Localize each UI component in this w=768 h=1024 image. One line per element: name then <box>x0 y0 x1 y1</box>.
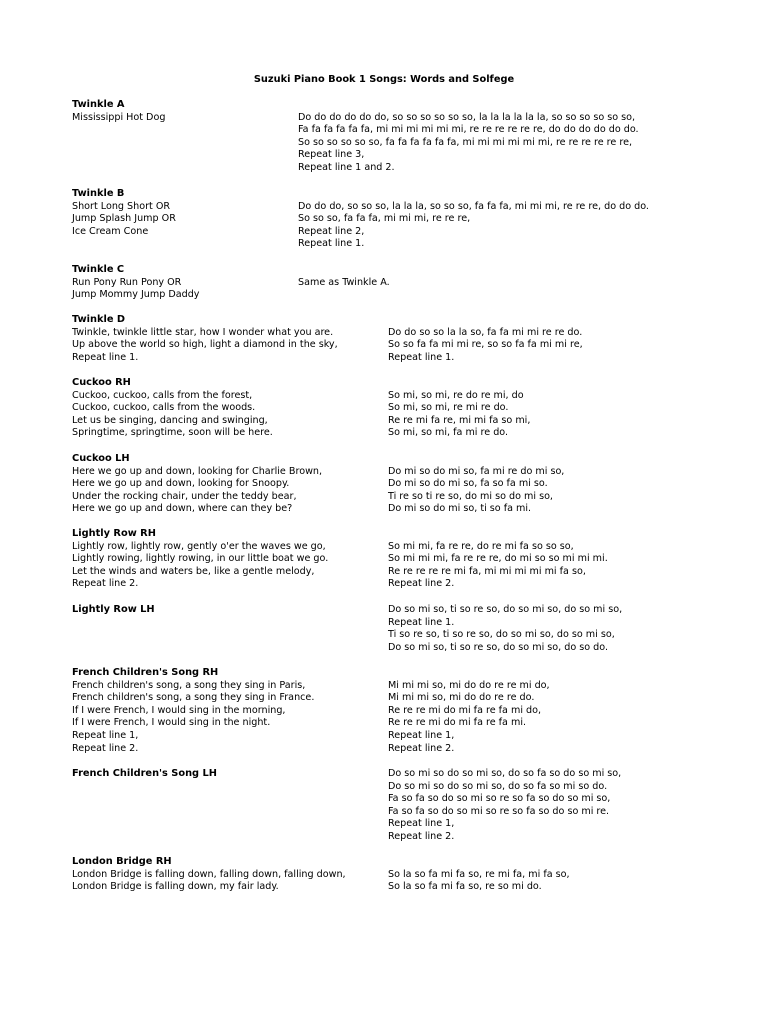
words-line: Here we go up and down, looking for Snoopy. <box>72 478 290 490</box>
solfege-line: Repeat line 2. <box>388 830 455 842</box>
section-heading: Twinkle A <box>72 99 125 110</box>
solfege-line: Repeat line 2. <box>388 578 455 590</box>
section-cuckoo-rh <box>72 377 712 439</box>
solfege-line: Re re re mi do mi fa re fa mi do, <box>388 704 542 716</box>
words-line: Up above the world so high, light a diamond in the sky, <box>72 339 338 351</box>
solfege-line: So la so fa mi fa so, re mi fa, mi fa so, <box>388 868 570 880</box>
solfege-line: Re re re re re mi fa, mi mi mi mi mi fa so, <box>388 565 586 577</box>
words-line: Run Pony Run Pony OR <box>72 276 182 288</box>
solfege-line: Do do do do do do, so so so so so so, la la la la la la, so so so so so so, <box>298 111 636 123</box>
words-line: Cuckoo, cuckoo, calls from the forest, <box>72 389 253 401</box>
solfege-line: Do so mi so do so mi so, do so fa so mi so do. <box>388 780 608 792</box>
solfege-line: Mi mi mi so, mi do do re re do. <box>388 692 535 704</box>
section-heading: London Bridge RH <box>72 856 172 867</box>
solfege-line: Fa so fa so do so mi so re so fa so do so mi re. <box>388 805 610 817</box>
solfege-line: Do do so so la la so, fa fa mi mi re re do. <box>388 326 583 338</box>
words-line: Here we go up and down, looking for Charlie Brown, <box>72 465 323 477</box>
solfege-line: Do do do, so so so, la la la, so so so, fa fa fa, mi mi mi, re re re, do do do. <box>298 200 649 212</box>
solfege-line: So la so fa mi fa so, re so mi do. <box>388 881 542 893</box>
section-twinkle-d <box>72 314 712 363</box>
words-line: Cuckoo, cuckoo, calls from the woods. <box>72 402 256 414</box>
section-heading: French Children's Song RH <box>72 667 219 678</box>
words-line: Under the rocking chair, under the teddy bear, <box>72 490 297 502</box>
solfege-line: So mi, so mi, re do re mi, do <box>388 389 524 401</box>
words-line: London Bridge is falling down, my fair lady. <box>72 881 279 893</box>
solfege-line: Do so mi so, ti so re so, do so mi so, do so do. <box>388 641 609 653</box>
section-twinkle-a <box>72 99 712 173</box>
solfege-line: So mi mi, fa re re, do re mi fa so so so, <box>388 540 574 552</box>
section-twinkle-b <box>72 188 712 250</box>
solfege-line: Repeat line 1. <box>298 238 365 250</box>
words-line: If I were French, I would sing in the morning, <box>72 704 286 716</box>
words-line: Here we go up and down, where can they be? <box>72 503 293 515</box>
words-line: Repeat line 1, <box>72 729 139 741</box>
words-line: French children's song, a song they sing in France. <box>72 692 315 704</box>
section-heading: Lightly Row LH <box>72 604 155 615</box>
words-line: Repeat line 2. <box>72 578 139 590</box>
words-line: Let the winds and waters be, like a gentle melody, <box>72 565 315 577</box>
solfege-line: Do mi so do mi so, fa so fa mi so. <box>388 478 548 490</box>
words-line: Springtime, springtime, soon will be here. <box>72 427 273 439</box>
section-heading: Twinkle B <box>72 188 125 199</box>
words-line: Mississippi Hot Dog <box>72 111 166 123</box>
words-line: Lightly rowing, lightly rowing, in our little boat we go. <box>72 553 329 565</box>
words-line: Repeat line 2. <box>72 742 139 754</box>
solfege-line: Same as Twinkle A. <box>298 276 390 288</box>
section-cuckoo-lh <box>72 453 712 515</box>
solfege-line: Repeat line 2. <box>388 742 455 754</box>
solfege-line: Do so mi so do so mi so, do so fa so do so mi so, <box>388 768 622 779</box>
words-line: Ice Cream Cone <box>72 225 149 237</box>
words-line: Jump Mommy Jump Daddy <box>72 289 200 301</box>
words-line: Repeat line 1. <box>72 351 139 363</box>
solfege-line: Do mi so do mi so, fa mi re do mi so, <box>388 465 565 477</box>
page-title: Suzuki Piano Book 1 Songs: Words and Solfege <box>253 74 515 85</box>
words-line: French children's song, a song they sing in Paris, <box>72 679 306 691</box>
solfege-line: Ti so re so, ti so re so, do so mi so, do so mi so, <box>388 629 615 641</box>
solfege-line: Repeat line 1, <box>388 818 455 830</box>
solfege-line: Do mi so do mi so, ti so fa mi. <box>388 503 532 515</box>
solfege-line: Repeat line 1. <box>388 351 455 363</box>
solfege-line: Fa so fa so do so mi so re so fa so do so mi so, <box>388 793 611 805</box>
section-french-childrens-song-lh <box>72 768 712 842</box>
words-line: Let us be singing, dancing and swinging, <box>72 414 268 426</box>
section-lightly-row-lh <box>72 604 712 653</box>
section-heading: Cuckoo RH <box>72 377 131 388</box>
solfege-line: So so so, fa fa fa, mi mi mi, re re re, <box>298 213 471 225</box>
words-line: Short Long Short OR <box>72 200 171 212</box>
solfege-line: Ti re so ti re so, do mi so do mi so, <box>388 490 553 502</box>
section-twinkle-c <box>72 264 712 301</box>
section-french-childrens-song-rh <box>72 667 712 754</box>
words-line: If I were French, I would sing in the night. <box>72 717 271 729</box>
words-line: Twinkle, twinkle little star, how I wonder what you are. <box>72 326 334 338</box>
solfege-line: Re re mi fa re, mi mi fa so mi, <box>388 414 531 426</box>
section-london-bridge-rh <box>72 856 712 893</box>
solfege-line: So mi, so mi, fa mi re do. <box>388 427 509 439</box>
section-heading: Twinkle C <box>72 264 125 275</box>
section-lightly-row-rh <box>72 528 712 590</box>
words-line: London Bridge is falling down, falling down, falling down, <box>72 868 346 880</box>
words-line: Jump Splash Jump OR <box>72 213 176 225</box>
solfege-line: So mi mi mi, fa re re re, do mi so so mi mi mi. <box>388 553 608 565</box>
section-heading: Twinkle D <box>72 314 126 325</box>
solfege-line: Repeat line 1, <box>388 729 455 741</box>
section-heading: Lightly Row RH <box>72 528 156 539</box>
section-heading: French Children's Song LH <box>72 768 217 779</box>
solfege-line: Mi mi mi so, mi do do re re mi do, <box>388 679 550 691</box>
solfege-line: So so so so so so, fa fa fa fa fa fa, mi mi mi mi mi mi, re re re re re re, <box>298 136 633 148</box>
solfege-line: Repeat line 2, <box>298 225 365 237</box>
solfege-line: So so fa fa mi mi re, so so fa fa mi mi re, <box>388 339 583 351</box>
solfege-line: Fa fa fa fa fa fa, mi mi mi mi mi mi, re re re re re re, do do do do do do. <box>298 124 639 136</box>
words-line: Lightly row, lightly row, gently o'er the waves we go, <box>72 540 326 552</box>
solfege-line: Repeat line 1. <box>388 616 455 628</box>
solfege-line: Do so mi so, ti so re so, do so mi so, do so mi so, <box>388 604 623 615</box>
solfege-line: Repeat line 3, <box>298 149 365 161</box>
section-heading: Cuckoo LH <box>72 453 130 464</box>
solfege-line: Repeat line 1 and 2. <box>298 161 395 173</box>
solfege-line: So mi, so mi, re mi re do. <box>388 402 509 414</box>
solfege-line: Re re re mi do mi fa re fa mi. <box>388 717 527 729</box>
